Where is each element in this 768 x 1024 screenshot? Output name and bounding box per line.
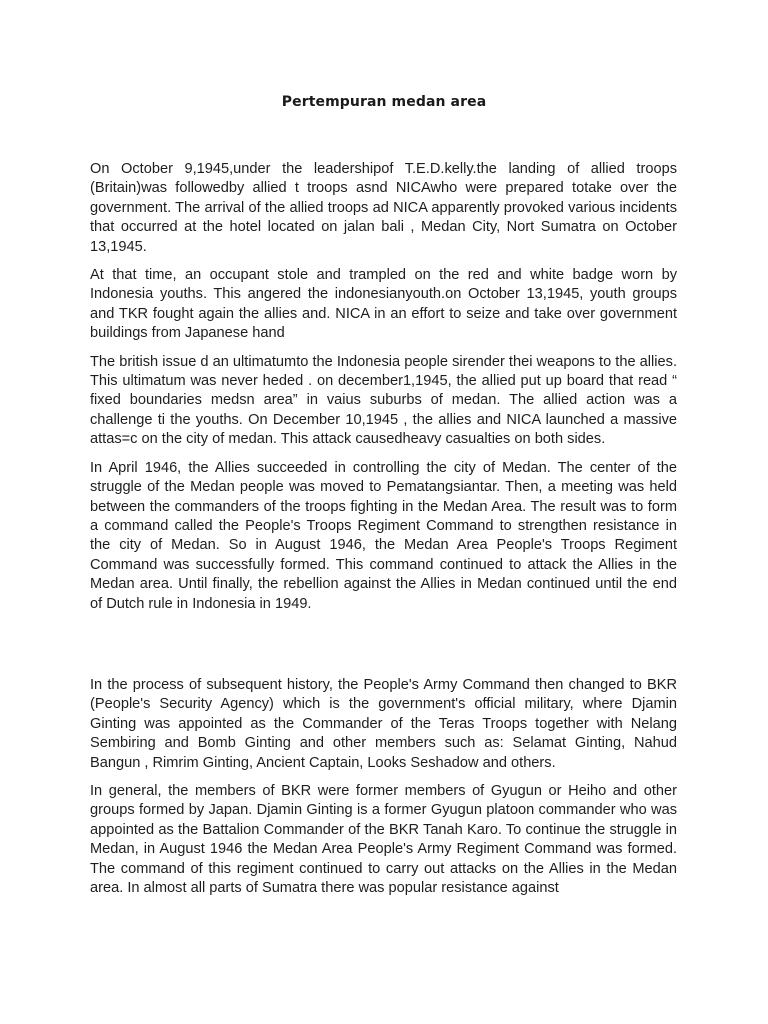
paragraph: The british issue d an ultimatumto the Indonesia people sirender thei weapons to the allies. This ultimatum was never heded . on december1,1945, the allied put up board that read “ fixed boundaries medsn area” in vaius suburbs of medan. The allied action was a challenge ti the youths. On December 10,1945 , the allies and NICA launched a massive attas=c on the city of medan. This attack causedheavy casualties on both sides. — [90, 353, 677, 448]
body-block-2 — [90, 676, 677, 907]
paragraph: On October 9,1945,under the leadershipof T.E.D.kelly.the landing of allied troops (Britain)was followedby allied t troops asnd NICAwho were prepared totake over the government. The arrival of the allied troops ad NICA apparently provoked various incidents that occurred at the hotel located on jalan bali , Medan City, Nort Sumatra on October 13,1945. — [90, 161, 677, 255]
paragraph: In general, the members of BKR were former members of Gyugun or Heiho and other groups formed by Japan. Djamin Ginting is a former Gyugun platoon commander who was appointed as the Battalion Commander of the BKR Tanah Karo. To continue the struggle in Medan, in August 1946 the Medan Area People's Army Regiment Command was formed. The command of this regiment continued to carry out attacks on the Allies in the Medan area. In almost all parts of Sumatra there was popular resistance against — [90, 783, 677, 897]
paragraph: In April 1946, the Allies succeeded in controlling the city of Medan. The center of the struggle of the Medan people was moved to Pematangsiantar. Then, a meeting was held between the commanders of the troops fighting in the Medan Area. The result was to form a command called the People's Troops Regiment Command to strengthen resistance in the city of Medan. So in August 1946, the Medan Area People's Troops Regiment Command was successfully formed. This command continued to attack the Allies in the Medan area. Until finally, the rebellion against the Allies in Medan continued until the end of Dutch rule in Indonesia in 1949. — [90, 459, 677, 612]
document-title: Pertempuran medan area — [281, 94, 487, 110]
paragraph: In the process of subsequent history, the People's Army Command then changed to BKR (People's Security Agency) which is the government's official military, where Djamin Ginting was appointed as the Commander of the Teras Troops together with Nelang Sembiring and Bomb Ginting and other members such as: Selamat Ginting, Nahud Bangun , Rimrim Ginting, Ancient Captain, Looks Seshadow and others. — [90, 677, 677, 771]
body-block-1 — [90, 160, 677, 623]
paragraph: At that time, an occupant stole and trampled on the red and white badge worn by Indonesia youths. This angered the indonesianyouth.on October 13,1945, youth groups and TKR fought again the allies and. NICA in an effort to seize and take over government buildings from Japanese hand — [90, 267, 677, 342]
